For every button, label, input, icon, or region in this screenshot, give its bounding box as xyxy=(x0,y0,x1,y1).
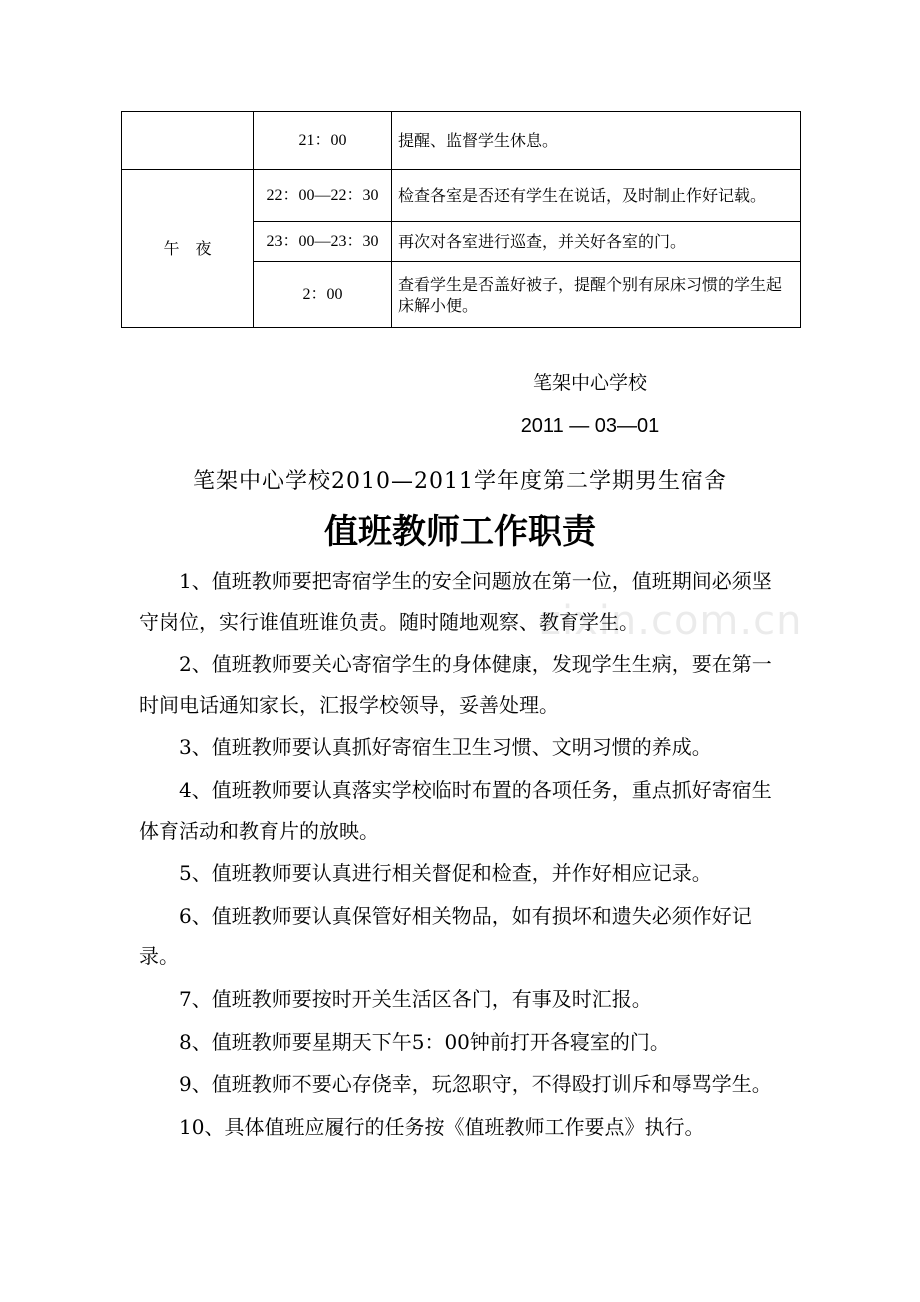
time-cell: 22：00—22：30 xyxy=(254,170,392,222)
watermark: zixin.com.cn xyxy=(540,598,803,644)
signature-school: 笔架中心学校 xyxy=(532,372,647,394)
table-row xyxy=(122,112,801,170)
signature-date: 2011 — 03—01 xyxy=(520,415,660,437)
duty-item: 1、值班教师要把寄宿学生的安全问题放在第一位，值班期间必须坚守岗位，实行谁值班谁负责。随时随地观察、教育学生。 xyxy=(139,569,772,634)
duty-item: 2、值班教师要关心寄宿学生的身体健康，发现学生生病，要在第一时间电话通知家长，汇报学校领导，妥善处理。 xyxy=(139,652,772,717)
time-cell: 21：00 xyxy=(254,112,392,170)
duty-item: 4、值班教师要认真落实学校临时布置的各项任务，重点抓好寄宿生体育活动和教育片的放映。 xyxy=(139,777,772,843)
task-cell: 再次对各室进行巡查，并关好各室的门。 xyxy=(392,222,801,262)
duty-item: 10、具体值班应履行的任务按《值班教师工作要点》执行。 xyxy=(179,1114,705,1139)
document-subtitle: 笔架中心学校2010—2011学年度第二学期男生宿舍 xyxy=(193,469,727,494)
duty-item: 7、值班教师要按时开关生活区各门，有事及时汇报。 xyxy=(179,986,652,1011)
duty-item: 6、值班教师要认真保管好相关物品，如有损坏和遗失必须作好记录。 xyxy=(139,903,752,969)
time-cell: 2：00 xyxy=(254,262,392,328)
document-title: 值班教师工作职责 xyxy=(324,512,596,552)
duty-item: 5、值班教师要认真进行相关督促和检查，并作好相应记录。 xyxy=(179,861,712,886)
duty-schedule-table xyxy=(121,111,801,328)
duty-item: 3、值班教师要认真抓好寄宿生卫生习惯、文明习惯的养成。 xyxy=(179,735,712,760)
time-cell: 23：00—23：30 xyxy=(254,222,392,262)
period-cell-midnight: 午 夜 xyxy=(122,170,254,328)
table-row xyxy=(122,170,801,222)
duties-list xyxy=(139,561,785,1149)
task-cell: 检查各室是否还有学生在说话，及时制止作好记载。 xyxy=(392,170,801,222)
task-cell: 查看学生是否盖好被子，提醒个别有尿床习惯的学生起床解小便。 xyxy=(392,262,801,328)
duty-item: 9、值班教师不要心存侥幸，玩忽职守，不得殴打训斥和辱骂学生。 xyxy=(179,1072,772,1097)
duty-item: 8、值班教师要星期天下午5：00钟前打开各寝室的门。 xyxy=(179,1029,670,1054)
period-cell-empty xyxy=(122,112,254,170)
task-cell: 提醒、监督学生休息。 xyxy=(392,112,801,170)
